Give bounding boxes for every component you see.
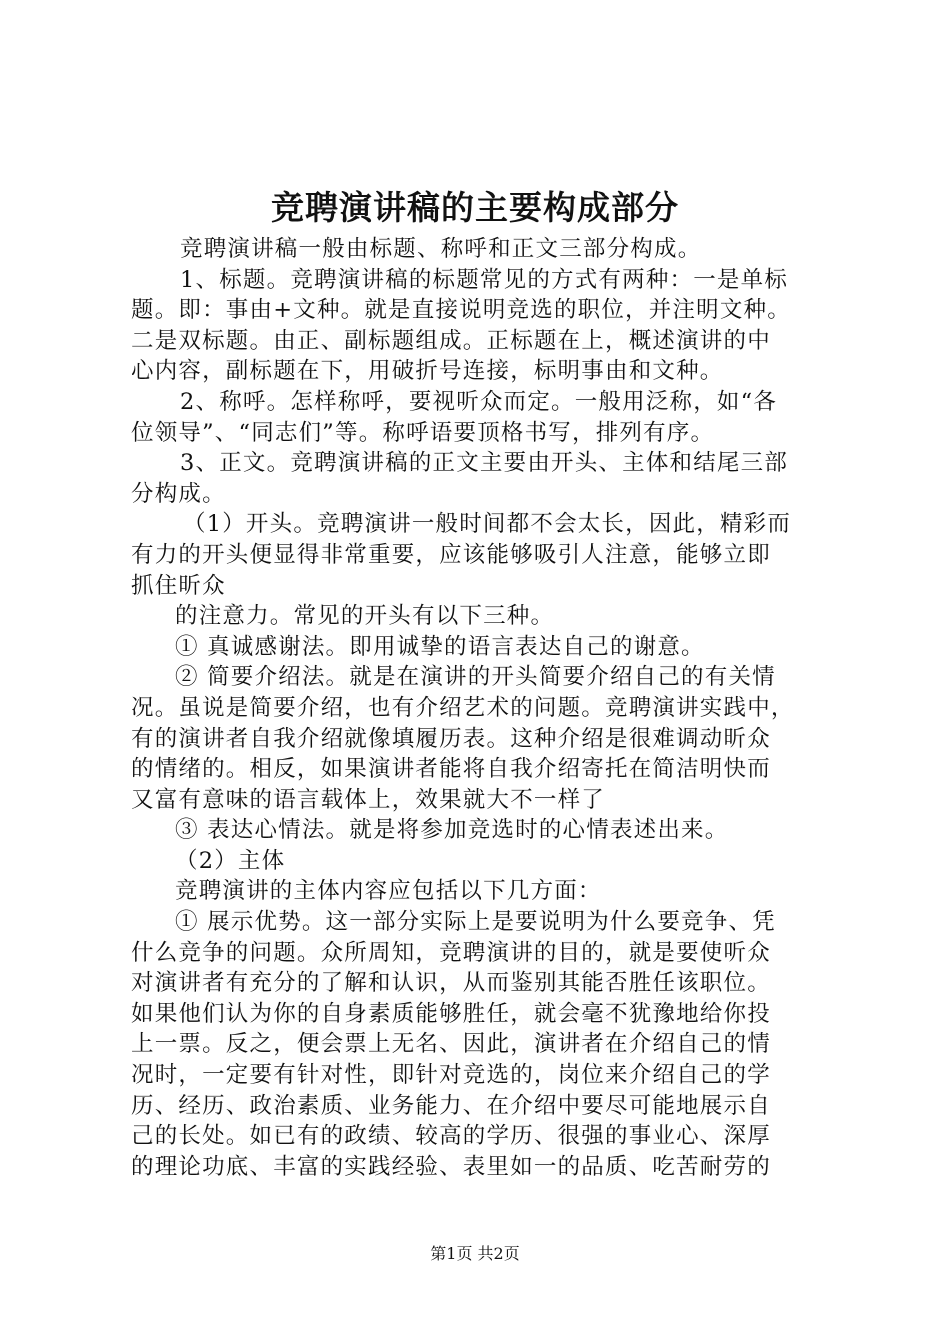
- paragraph-line: ① 真诚感谢法。即用诚挚的语言表达自己的谢意。: [175, 633, 705, 660]
- paragraph-line: 对演讲者有充分的了解和认识，从而鉴别其能否胜任该职位。: [131, 970, 771, 997]
- paragraph-line: 1、标题。竞聘演讲稿的标题常见的方式有两种：一是单标: [180, 266, 789, 293]
- paragraph-line: 历、经历、政治素质、业务能力、在介绍中要尽可能地展示自: [131, 1092, 771, 1119]
- paragraph-line: 的注意力。常见的开头有以下三种。: [175, 603, 555, 630]
- paragraph-line: 位领导”、“同志们”等。称呼语要顶格书写，排列有序。: [131, 419, 715, 446]
- document-body: [131, 234, 831, 1182]
- paragraph-line: 况时，一定要有针对性，即针对竞选的，岗位来介绍自己的学: [131, 1062, 771, 1089]
- paragraph-line: 况。虽说是简要介绍，也有介绍艺术的问题。竞聘演讲实践中，: [131, 694, 795, 721]
- page-number-footer: 第1页 共2页: [430, 1244, 520, 1263]
- paragraph-line: 竞聘演讲稿一般由标题、称呼和正文三部分构成。: [180, 236, 702, 262]
- paragraph-line: 上一票。反之，便会票上无名、因此，演讲者在介绍自己的情: [131, 1031, 771, 1058]
- paragraph-line: 心内容，副标题在下，用破折号连接，标明事由和文种。: [131, 358, 724, 385]
- paragraph-line: 己的长处。如已有的政绩、较高的学历、很强的事业心、深厚: [131, 1123, 771, 1150]
- paragraph-line: 什么竞争的问题。众所周知，竞聘演讲的目的，就是要使听众: [131, 939, 771, 966]
- paragraph-line: 题。即：事由+文种。就是直接说明竞选的职位，并注明文种。: [131, 297, 791, 324]
- paragraph-line: 3、正文。竞聘演讲稿的正文主要由开头、主体和结尾三部: [180, 450, 789, 477]
- paragraph-line: （2）主体: [175, 847, 286, 874]
- paragraph-line: 有的演讲者自我介绍就像填履历表。这种介绍是很难调动昕众: [131, 725, 771, 752]
- paragraph-line: 的情绪的。相反，如果演讲者能将自我介绍寄托在简洁明快而: [131, 756, 771, 783]
- paragraph-line: 2、称呼。怎样称呼，要视听众而定。一般用泛称，如“各: [180, 388, 778, 415]
- paragraph-line: 的理论功底、丰富的实践经验、表里如一的品质、吃苦耐劳的: [131, 1153, 771, 1180]
- document-title: 竞聘演讲稿的主要构成部分: [271, 188, 679, 227]
- paragraph-line: 二是双标题。由正、副标题组成。正标题在上，概述演讲的中: [131, 327, 771, 354]
- paragraph-line: 分构成。: [131, 480, 226, 507]
- paragraph-line: ③ 表达心情法。就是将参加竞选时的心情表述出来。: [175, 817, 729, 844]
- paragraph-line: ② 简要介绍法。就是在演讲的开头简要介绍自己的有关情: [175, 664, 776, 691]
- paragraph-line: 抓住昕众: [131, 572, 226, 599]
- paragraph-line: 如果他们认为你的自身素质能够胜任，就会毫不犹豫地给你投: [131, 1000, 771, 1027]
- paragraph-line: 有力的开头便显得非常重要，应该能够吸引人注意，能够立即: [131, 541, 771, 568]
- paragraph-line: 竞聘演讲的主体内容应包括以下几方面：: [175, 878, 602, 905]
- paragraph-line: （1）开头。竞聘演讲一般时间都不会太长，因此，精彩而: [183, 511, 792, 538]
- paragraph-line: 又富有意味的语言载体上，效果就大不一样了: [131, 786, 606, 813]
- paragraph-line: ① 展示优势。这一部分实际上是要说明为什么要竞争、凭: [175, 909, 776, 936]
